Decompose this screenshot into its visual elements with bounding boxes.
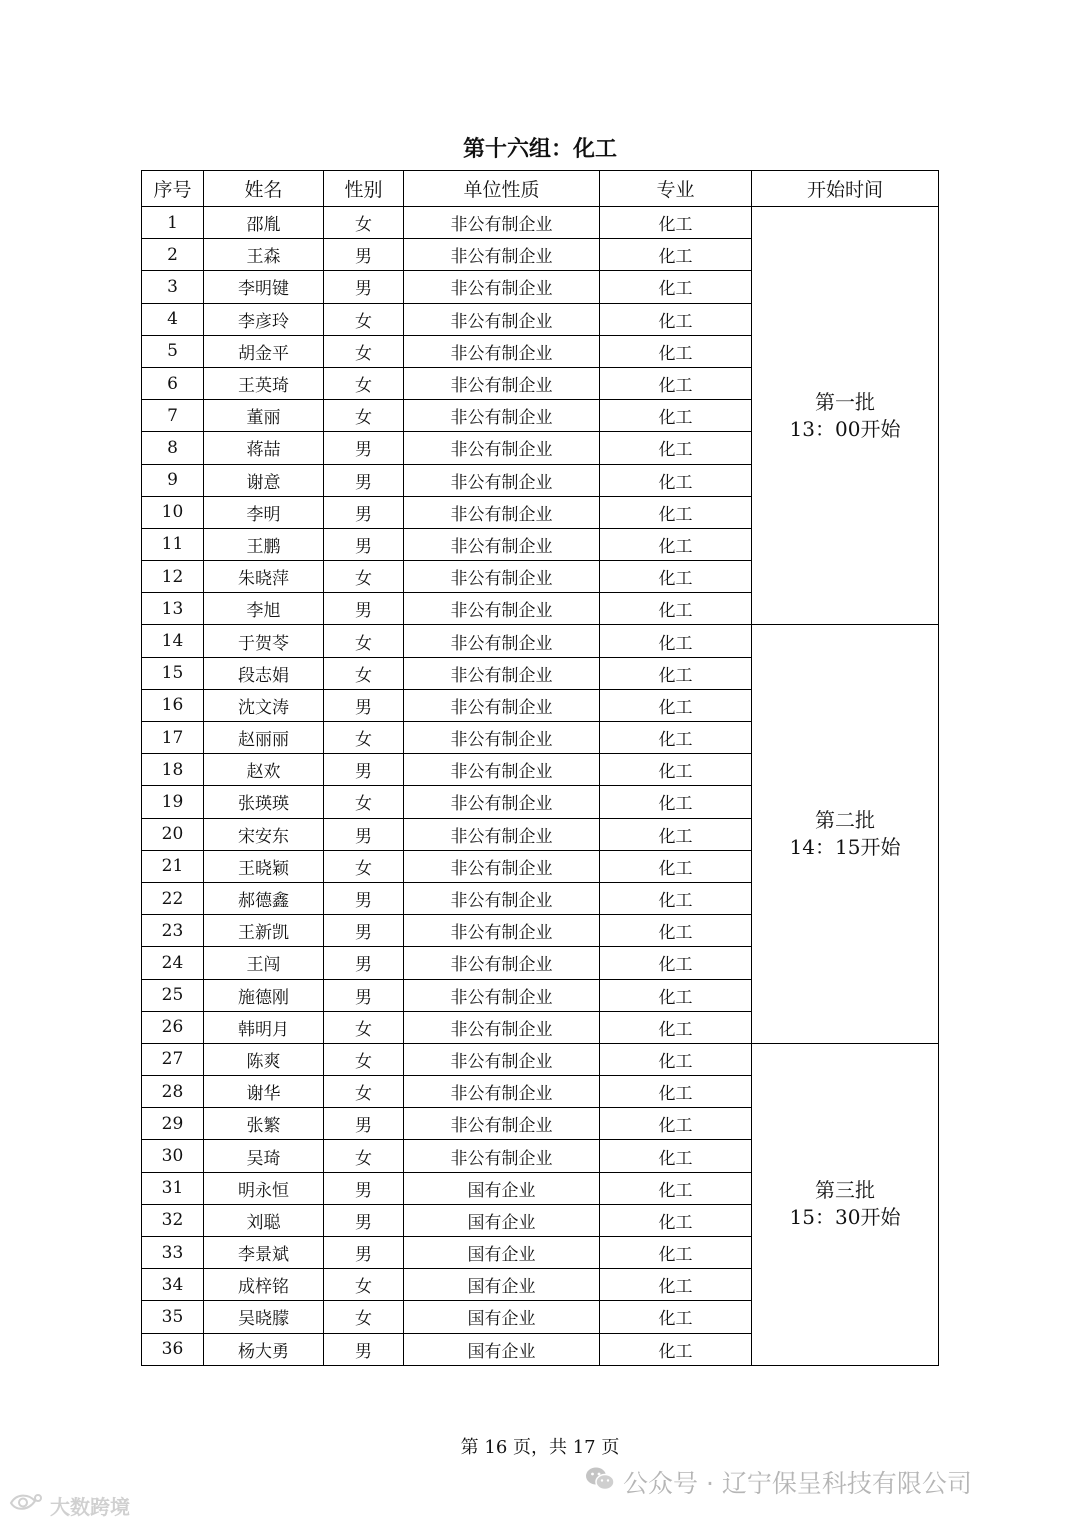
cell-unit: 非公有制企业 <box>404 207 600 239</box>
cell-no: 1 <box>142 207 204 239</box>
cell-gender: 男 <box>324 1333 404 1365</box>
cell-gender: 女 <box>324 722 404 754</box>
cell-gender: 女 <box>324 625 404 657</box>
cell-unit: 非公有制企业 <box>404 528 600 560</box>
cell-no: 25 <box>142 979 204 1011</box>
cell-unit: 非公有制企业 <box>404 818 600 850</box>
cell-unit: 国有企业 <box>404 1301 600 1333</box>
cell-name: 朱晓萍 <box>204 561 324 593</box>
cell-major: 化工 <box>600 850 752 882</box>
cell-major: 化工 <box>600 947 752 979</box>
cell-no: 14 <box>142 625 204 657</box>
table-row <box>142 207 939 239</box>
cell-gender: 男 <box>324 496 404 528</box>
cell-gender: 男 <box>324 1108 404 1140</box>
batch-label: 第一批 <box>815 389 875 414</box>
batch-time: 13：00开始 <box>789 416 901 441</box>
cell-gender: 女 <box>324 303 404 335</box>
cell-name: 董丽 <box>204 400 324 432</box>
cell-gender: 女 <box>324 207 404 239</box>
cell-name: 王新凯 <box>204 915 324 947</box>
cell-gender: 男 <box>324 1237 404 1269</box>
cell-major: 化工 <box>600 882 752 914</box>
roster-table <box>141 170 939 1366</box>
cell-no: 24 <box>142 947 204 979</box>
weibo-eye-icon <box>8 1491 50 1520</box>
cell-name: 郝德鑫 <box>204 882 324 914</box>
cell-name: 李明 <box>204 496 324 528</box>
cell-no: 20 <box>142 818 204 850</box>
cell-gender: 女 <box>324 1011 404 1043</box>
cell-gender: 男 <box>324 1204 404 1236</box>
cell-unit: 国有企业 <box>404 1237 600 1269</box>
cell-gender: 女 <box>324 1301 404 1333</box>
cell-name: 于贺苓 <box>204 625 324 657</box>
cell-name: 沈文涛 <box>204 689 324 721</box>
cell-major: 化工 <box>600 657 752 689</box>
cell-no: 31 <box>142 1172 204 1204</box>
cell-major: 化工 <box>600 1172 752 1204</box>
cell-unit: 非公有制企业 <box>404 689 600 721</box>
cell-name: 施德刚 <box>204 979 324 1011</box>
batch-start-time-cell <box>752 207 939 625</box>
cell-gender: 男 <box>324 947 404 979</box>
cell-gender: 男 <box>324 464 404 496</box>
cell-unit: 国有企业 <box>404 1269 600 1301</box>
cell-major: 化工 <box>600 1011 752 1043</box>
cell-gender: 男 <box>324 1172 404 1204</box>
cell-unit: 非公有制企业 <box>404 882 600 914</box>
cell-unit: 非公有制企业 <box>404 625 600 657</box>
cell-no: 35 <box>142 1301 204 1333</box>
cell-gender: 男 <box>324 432 404 464</box>
table-header-row <box>142 171 939 207</box>
cell-no: 33 <box>142 1237 204 1269</box>
cell-major: 化工 <box>600 818 752 850</box>
cell-gender: 女 <box>324 786 404 818</box>
cell-unit: 非公有制企业 <box>404 947 600 979</box>
cell-unit: 非公有制企业 <box>404 915 600 947</box>
batch-label: 第二批 <box>815 808 875 833</box>
cell-name: 李彦玲 <box>204 303 324 335</box>
cell-name: 张繁 <box>204 1108 324 1140</box>
cell-unit: 非公有制企业 <box>404 303 600 335</box>
batch-start-time-cell <box>752 1043 939 1365</box>
cell-major: 化工 <box>600 432 752 464</box>
cell-major: 化工 <box>600 689 752 721</box>
cell-no: 18 <box>142 754 204 786</box>
cell-major: 化工 <box>600 1204 752 1236</box>
cell-no: 22 <box>142 882 204 914</box>
cell-name: 李旭 <box>204 593 324 625</box>
cell-unit: 非公有制企业 <box>404 979 600 1011</box>
cell-name: 赵欢 <box>204 754 324 786</box>
cell-major: 化工 <box>600 561 752 593</box>
header-major: 专业 <box>600 171 752 207</box>
header-no: 序号 <box>142 171 204 207</box>
cell-no: 19 <box>142 786 204 818</box>
cell-name: 王闯 <box>204 947 324 979</box>
cell-no: 4 <box>142 303 204 335</box>
cell-name: 刘聪 <box>204 1204 324 1236</box>
cell-no: 2 <box>142 239 204 271</box>
cell-major: 化工 <box>600 528 752 560</box>
wechat-watermark-text: 公众号 · 辽宁保呈科技有限公司 <box>623 1469 972 1498</box>
cell-major: 化工 <box>600 593 752 625</box>
cell-no: 27 <box>142 1043 204 1075</box>
cell-no: 6 <box>142 367 204 399</box>
cell-name: 王英琦 <box>204 367 324 399</box>
cell-gender: 女 <box>324 657 404 689</box>
cell-name: 宋安东 <box>204 818 324 850</box>
cell-major: 化工 <box>600 239 752 271</box>
batch-time: 14：15开始 <box>789 835 901 860</box>
cell-no: 36 <box>142 1333 204 1365</box>
cell-name: 陈爽 <box>204 1043 324 1075</box>
cell-name: 杨大勇 <box>204 1333 324 1365</box>
cell-unit: 非公有制企业 <box>404 657 600 689</box>
cell-major: 化工 <box>600 625 752 657</box>
batch-label: 第三批 <box>815 1178 875 1203</box>
cell-name: 李景斌 <box>204 1237 324 1269</box>
cell-unit: 非公有制企业 <box>404 593 600 625</box>
batch-time: 15：30开始 <box>789 1205 901 1230</box>
cell-no: 29 <box>142 1108 204 1140</box>
cell-name: 谢华 <box>204 1076 324 1108</box>
cell-gender: 女 <box>324 1043 404 1075</box>
cell-gender: 男 <box>324 818 404 850</box>
cell-name: 蒋喆 <box>204 432 324 464</box>
cell-name: 胡金平 <box>204 335 324 367</box>
cell-gender: 女 <box>324 335 404 367</box>
cell-name: 王晓颖 <box>204 850 324 882</box>
cell-gender: 男 <box>324 915 404 947</box>
cell-gender: 男 <box>324 271 404 303</box>
cell-no: 12 <box>142 561 204 593</box>
cell-major: 化工 <box>600 979 752 1011</box>
cell-unit: 国有企业 <box>404 1333 600 1365</box>
cell-unit: 非公有制企业 <box>404 1108 600 1140</box>
cell-unit: 非公有制企业 <box>404 1140 600 1172</box>
weibo-watermark <box>8 1490 130 1520</box>
cell-major: 化工 <box>600 915 752 947</box>
cell-major: 化工 <box>600 722 752 754</box>
cell-major: 化工 <box>600 1333 752 1365</box>
cell-gender: 男 <box>324 528 404 560</box>
cell-major: 化工 <box>600 207 752 239</box>
cell-unit: 非公有制企业 <box>404 1076 600 1108</box>
page-number: 第 16 页，共 17 页 <box>460 1437 620 1458</box>
cell-major: 化工 <box>600 754 752 786</box>
table-row <box>142 1043 939 1075</box>
cell-name: 韩明月 <box>204 1011 324 1043</box>
cell-major: 化工 <box>600 1076 752 1108</box>
cell-gender: 女 <box>324 1076 404 1108</box>
cell-unit: 非公有制企业 <box>404 754 600 786</box>
cell-major: 化工 <box>600 400 752 432</box>
cell-major: 化工 <box>600 1301 752 1333</box>
cell-unit: 非公有制企业 <box>404 786 600 818</box>
cell-no: 32 <box>142 1204 204 1236</box>
cell-unit: 国有企业 <box>404 1204 600 1236</box>
cell-unit: 非公有制企业 <box>404 335 600 367</box>
cell-no: 23 <box>142 915 204 947</box>
header-gender: 性别 <box>324 171 404 207</box>
cell-gender: 男 <box>324 882 404 914</box>
cell-no: 3 <box>142 271 204 303</box>
table-row <box>142 625 939 657</box>
cell-name: 谢意 <box>204 464 324 496</box>
cell-unit: 非公有制企业 <box>404 367 600 399</box>
cell-unit: 非公有制企业 <box>404 400 600 432</box>
wechat-icon <box>585 1466 623 1498</box>
cell-no: 7 <box>142 400 204 432</box>
cell-major: 化工 <box>600 1237 752 1269</box>
cell-unit: 非公有制企业 <box>404 464 600 496</box>
cell-gender: 男 <box>324 593 404 625</box>
cell-major: 化工 <box>600 335 752 367</box>
cell-no: 26 <box>142 1011 204 1043</box>
header-start-time: 开始时间 <box>752 171 939 207</box>
cell-major: 化工 <box>600 1269 752 1301</box>
cell-no: 15 <box>142 657 204 689</box>
cell-unit: 非公有制企业 <box>404 239 600 271</box>
cell-no: 13 <box>142 593 204 625</box>
cell-unit: 非公有制企业 <box>404 722 600 754</box>
cell-major: 化工 <box>600 1140 752 1172</box>
cell-unit: 非公有制企业 <box>404 561 600 593</box>
cell-unit: 非公有制企业 <box>404 432 600 464</box>
cell-unit: 国有企业 <box>404 1172 600 1204</box>
wechat-watermark <box>585 1464 972 1500</box>
cell-gender: 男 <box>324 754 404 786</box>
cell-no: 16 <box>142 689 204 721</box>
cell-name: 王鹏 <box>204 528 324 560</box>
cell-no: 34 <box>142 1269 204 1301</box>
cell-major: 化工 <box>600 271 752 303</box>
cell-major: 化工 <box>600 303 752 335</box>
cell-unit: 非公有制企业 <box>404 496 600 528</box>
cell-unit: 非公有制企业 <box>404 1043 600 1075</box>
cell-major: 化工 <box>600 1108 752 1140</box>
cell-name: 邵胤 <box>204 207 324 239</box>
cell-major: 化工 <box>600 786 752 818</box>
cell-no: 28 <box>142 1076 204 1108</box>
cell-name: 段志娟 <box>204 657 324 689</box>
cell-name: 吴琦 <box>204 1140 324 1172</box>
cell-name: 明永恒 <box>204 1172 324 1204</box>
cell-name: 张瑛瑛 <box>204 786 324 818</box>
cell-name: 成梓铭 <box>204 1269 324 1301</box>
cell-no: 8 <box>142 432 204 464</box>
cell-gender: 女 <box>324 367 404 399</box>
cell-name: 吴晓朦 <box>204 1301 324 1333</box>
cell-gender: 男 <box>324 689 404 721</box>
cell-no: 10 <box>142 496 204 528</box>
cell-no: 17 <box>142 722 204 754</box>
cell-no: 21 <box>142 850 204 882</box>
cell-major: 化工 <box>600 496 752 528</box>
cell-gender: 女 <box>324 561 404 593</box>
cell-gender: 女 <box>324 1140 404 1172</box>
weibo-watermark-text: 大数跨境 <box>50 1494 130 1519</box>
cell-no: 5 <box>142 335 204 367</box>
cell-major: 化工 <box>600 367 752 399</box>
cell-no: 9 <box>142 464 204 496</box>
cell-gender: 女 <box>324 1269 404 1301</box>
cell-unit: 非公有制企业 <box>404 850 600 882</box>
cell-unit: 非公有制企业 <box>404 1011 600 1043</box>
cell-no: 11 <box>142 528 204 560</box>
cell-major: 化工 <box>600 464 752 496</box>
cell-unit: 非公有制企业 <box>404 271 600 303</box>
cell-name: 王森 <box>204 239 324 271</box>
page-title: 第十六组：化工 <box>462 136 617 162</box>
header-unit: 单位性质 <box>404 171 600 207</box>
cell-no: 30 <box>142 1140 204 1172</box>
cell-gender: 女 <box>324 400 404 432</box>
cell-major: 化工 <box>600 1043 752 1075</box>
cell-gender: 男 <box>324 239 404 271</box>
header-name: 姓名 <box>204 171 324 207</box>
cell-name: 赵丽丽 <box>204 722 324 754</box>
batch-start-time-cell <box>752 625 939 1043</box>
table-body <box>142 207 939 1366</box>
cell-gender: 女 <box>324 850 404 882</box>
cell-gender: 男 <box>324 979 404 1011</box>
cell-name: 李明键 <box>204 271 324 303</box>
